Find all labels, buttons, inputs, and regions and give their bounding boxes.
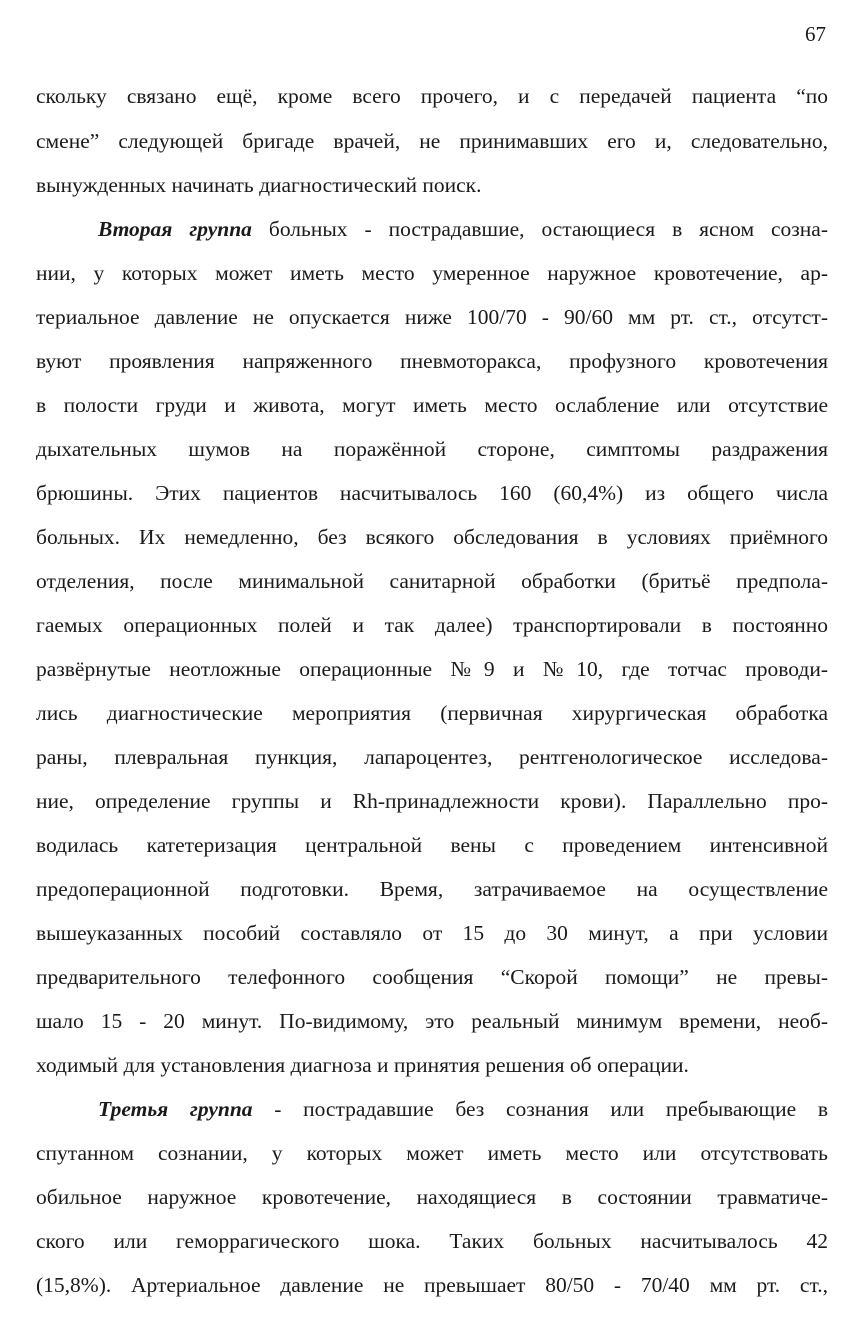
line-text: ние, определение группы и Rh-принадлежности крови). Параллельно про- [36,789,828,813]
text-line [36,259,828,287]
line-text: шало 15 - 20 минут. По-видимому, это реальный минимум времени, необ- [36,1009,828,1033]
text-line [98,1095,828,1123]
text-line [36,523,828,551]
text-line [36,435,828,463]
text-line [36,875,828,903]
line-text: раны, плевральная пункция, лапароцентез, рентгенологическое исследова- [36,745,828,769]
text-line [36,171,828,199]
line-text: предоперационной подготовки. Время, затрачиваемое на осуществление [36,877,828,901]
text-line [98,215,828,243]
text-line [36,82,828,110]
text-line [36,611,828,639]
line-text: териальное давление не опускается ниже 100/70 - 90/60 мм рт. ст., отсутст- [36,305,828,329]
page-number: 67 [805,22,826,46]
text-line [36,303,828,331]
line-text: обильное наружное кровотечение, находящиеся в состоянии травматиче- [36,1185,828,1209]
line-text: отделения, после минимальной санитарной обработки (бритьё предпола- [36,569,828,593]
line-text: ходимый для установления диагноза и принятия решения об операции. [36,1053,689,1077]
text-line [36,567,828,595]
text-line [36,919,828,947]
text-line [36,127,828,155]
text-line [36,831,828,859]
line-text: спутанном сознании, у которых может иметь место или отсутствовать [36,1141,828,1165]
text-line [36,391,828,419]
line-text: в полости груди и живота, могут иметь место ослабление или отсутствие [36,393,828,417]
line-text: предварительного телефонного сообщения “Скорой помощи” не превы- [36,965,828,989]
text-line [36,347,828,375]
line-text: - пострадавшие без сознания или пребывающие в [252,1097,828,1121]
text-line [36,1007,828,1035]
line-text: вуют проявления напряженного пневмоторакса, профузного кровотечения [36,349,828,373]
text-line [36,1051,828,1079]
text-line [36,1271,828,1299]
line-text: вынужденных начинать диагностический поиск. [36,173,482,197]
text-line [36,699,828,727]
line-text: (15,8%). Артериальное давление не превышает 80/50 - 70/40 мм рт. ст., [36,1273,828,1297]
line-text: ского или геморрагического шока. Таких больных насчитывалось 42 [36,1229,828,1253]
text-line [36,1183,828,1211]
group-heading: Вторая группа [98,217,252,241]
line-text: гаемых операционных полей и так далее) транспортировали в постоянно [36,613,828,637]
line-text: развёрнутые неотложные операционные №9 и №10, где тотчас проводи- [36,657,828,681]
text-line [36,743,828,771]
line-text: скольку связано ещё, кроме всего прочего, и с передачей пациента “по [36,84,828,108]
line-text: брюшины. Этих пациентов насчитывалось 160 (60,4%) из общего числа [36,481,828,505]
group-heading: Третья группа [98,1097,253,1121]
line-text: дыхательных шумов на поражённой стороне, симптомы раздражения [36,437,828,461]
line-text: смене” следующей бригаде врачей, не принимавших его и, следовательно, [36,129,828,153]
line-text: лись диагностические мероприятия (первичная хирургическая обработка [36,701,828,725]
line-text: нии, у которых может иметь место умеренное наружное кровотечение, ар- [36,261,828,285]
line-text: водилась катетеризация центральной вены с проведением интенсивной [36,833,828,857]
text-line [36,479,828,507]
text-line [36,1227,828,1255]
text-line [36,655,828,683]
text-line [36,787,828,815]
line-text: вышеуказанных пособий составляло от 15 до 30 минут, а при условии [36,921,828,945]
line-text: больных - пострадавшие, остающиеся в ясном созна- [251,217,828,241]
text-line [36,1139,828,1167]
text-line [36,963,828,991]
line-text: больных. Их немедленно, без всякого обследования в условиях приёмного [36,525,828,549]
